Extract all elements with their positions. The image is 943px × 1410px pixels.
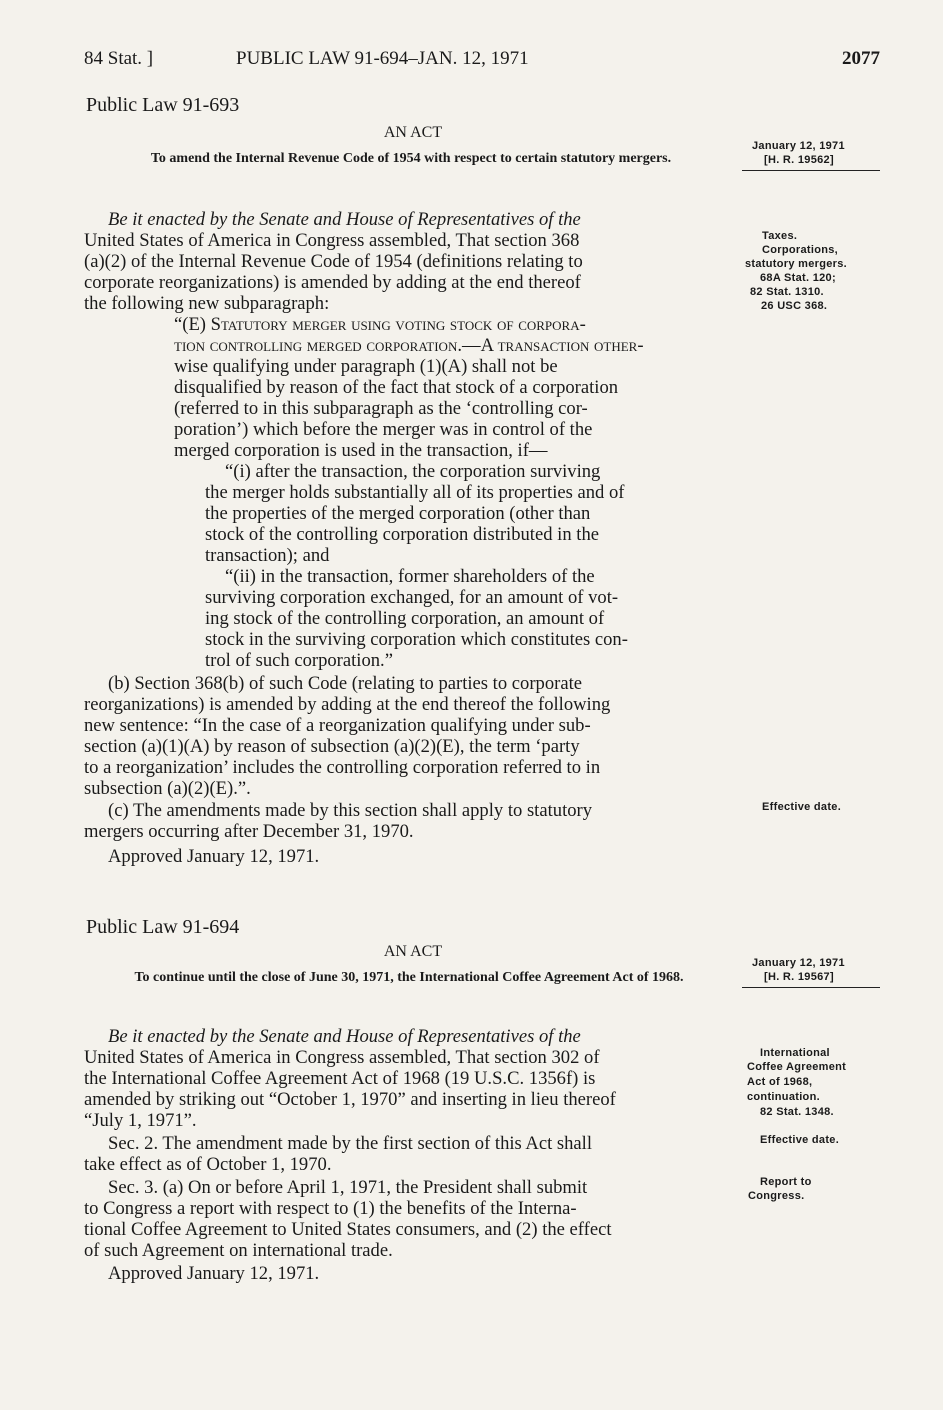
- law1-margin-note: 82 Stat. 1310.: [750, 286, 824, 298]
- law1-line: poration’) which before the merger was in control of the: [174, 419, 593, 440]
- law1-line: subsection (a)(2)(E).”.: [84, 778, 251, 799]
- law1-line: Be it enacted by the Senate and House of Representatives of the: [108, 209, 581, 230]
- law2-line: take effect as of October 1, 1970.: [84, 1154, 332, 1175]
- law1-bill-number: [H. R. 19562]: [764, 154, 834, 166]
- law2-line: tional Coffee Agreement to United States consumers, and (2) the effect: [84, 1219, 612, 1240]
- law1-line: mergers occurring after December 31, 1970.: [84, 821, 414, 842]
- law1-purpose: To amend the Internal Revenue Code of 1954 with respect to certain statutory mergers.: [150, 151, 672, 166]
- law1-margin-note: 26 USC 368.: [761, 300, 828, 312]
- law1-line: “(i) after the transaction, the corporation surviving: [225, 461, 601, 482]
- law1-line: merged corporation is used in the transaction, if—: [174, 440, 548, 461]
- header-title: PUBLIC LAW 91-694–JAN. 12, 1971: [236, 48, 529, 69]
- law2-line: the International Coffee Agreement Act of 1968 (19 U.S.C. 1356f) is: [84, 1068, 596, 1089]
- law2-line: Be it enacted by the Senate and House of Representatives of the: [108, 1026, 581, 1047]
- law2-line: United States of America in Congress assembled, That section 302 of: [84, 1047, 600, 1068]
- law1-line: (referred to in this subparagraph as the ‘controlling cor-: [174, 398, 588, 419]
- law1-line: surviving corporation exchanged, for an amount of vot-: [205, 587, 619, 608]
- law1-line: United States of America in Congress assembled, That section 368: [84, 230, 580, 251]
- law2-purpose: To continue until the close of June 30, 1971, the International Coffee Agreement Act of 1968.: [134, 970, 684, 985]
- law1-line: trol of such corporation.”: [205, 650, 393, 671]
- law2-title: Public Law 91-694: [86, 916, 240, 938]
- law2-line: amended by striking out “October 1, 1970” and inserting in lieu thereof: [84, 1089, 616, 1110]
- law2-margin-note: 82 Stat. 1348.: [760, 1106, 834, 1118]
- law1-line: ing stock of the controlling corporation, an amount of: [205, 608, 605, 629]
- law2-line: Sec. 2. The amendment made by the first section of this Act shall: [108, 1133, 593, 1154]
- law1-line: stock of the controlling corporation distributed in the: [205, 524, 600, 545]
- law2-date-note: January 12, 1971: [752, 957, 845, 969]
- law1-line: the merger holds substantially all of its properties and of: [205, 482, 625, 503]
- law1-line: new sentence: “In the case of a reorganization qualifying under sub-: [84, 715, 591, 736]
- law2-margin-note: International: [760, 1047, 830, 1059]
- law2-report-note: Report to: [760, 1176, 812, 1188]
- law1-line: (b) Section 368(b) of such Code (relating to parties to corporate: [108, 673, 582, 694]
- law2-margin-note: Coffee Agreement: [747, 1061, 847, 1073]
- law2-line: Sec. 3. (a) On or before April 1, 1971, the President shall submit: [108, 1177, 588, 1198]
- law1-line: stock in the surviving corporation which constitutes con-: [205, 629, 628, 650]
- law1-line: section (a)(1)(A) by reason of subsection (a)(2)(E), the term ‘party: [84, 736, 580, 757]
- law2-margin-note: continuation.: [747, 1091, 820, 1103]
- law1-act-heading: AN ACT: [383, 124, 443, 141]
- law1-line: wise qualifying under paragraph (1)(A) shall not be: [174, 356, 558, 377]
- law2-line: of such Agreement on international trade.: [84, 1240, 393, 1261]
- law2-margin-rule: [742, 987, 880, 988]
- law1-margin-note: Taxes.: [762, 230, 798, 242]
- law1-line: the properties of the merged corporation (other than: [205, 503, 591, 524]
- law1-effective-date-note: Effective date.: [762, 801, 842, 813]
- law2-bill-number: [H. R. 19567]: [764, 971, 834, 983]
- header-page-number: 2077: [842, 48, 880, 69]
- law1-line: “(ii) in the transaction, former shareholders of the: [225, 566, 595, 587]
- law1-margin-rule: [742, 170, 880, 171]
- law1-margin-note: 68A Stat. 120;: [760, 272, 836, 284]
- law2-report-note: Congress.: [748, 1190, 805, 1202]
- law1-margin-note: Corporations,: [762, 244, 839, 256]
- law1-line: (a)(2) of the Internal Revenue Code of 1954 (definitions relating to: [84, 251, 583, 272]
- law1-date-note: January 12, 1971: [752, 140, 845, 152]
- law1-line: the following new subparagraph:: [84, 293, 330, 314]
- law1-line: corporate reorganizations) is amended by adding at the end thereof: [84, 272, 581, 293]
- law1-margin-note: statutory mergers.: [745, 258, 847, 270]
- law2-approved: Approved January 12, 1971.: [108, 1263, 320, 1284]
- law1-line: (c) The amendments made by this section shall apply to statutory: [108, 800, 593, 821]
- header-volume: 84 Stat. ]: [84, 48, 154, 69]
- law2-margin-note: Act of 1968,: [747, 1076, 813, 1088]
- law2-line: to Congress a report with respect to (1) the benefits of the Interna-: [84, 1198, 577, 1219]
- law2-act-heading: AN ACT: [383, 943, 443, 960]
- law1-approved: Approved January 12, 1971.: [108, 846, 320, 867]
- law1-line: disqualified by reason of the fact that stock of a corporation: [174, 377, 619, 398]
- law1-line: transaction); and: [205, 545, 330, 566]
- law2-effective-date-note: Effective date.: [760, 1134, 840, 1146]
- law1-title: Public Law 91-693: [86, 94, 240, 116]
- law1-line: tion controlling merged corporation.—A transaction other-: [174, 335, 644, 356]
- law1-line: reorganizations) is amended by adding at the end thereof the following: [84, 694, 611, 715]
- law1-line: “(E) Statutory merger using voting stock of corpora-: [174, 314, 586, 335]
- law2-line: “July 1, 1971”.: [84, 1110, 197, 1131]
- law1-line: to a reorganization’ includes the controlling corporation referred to in: [84, 757, 601, 778]
